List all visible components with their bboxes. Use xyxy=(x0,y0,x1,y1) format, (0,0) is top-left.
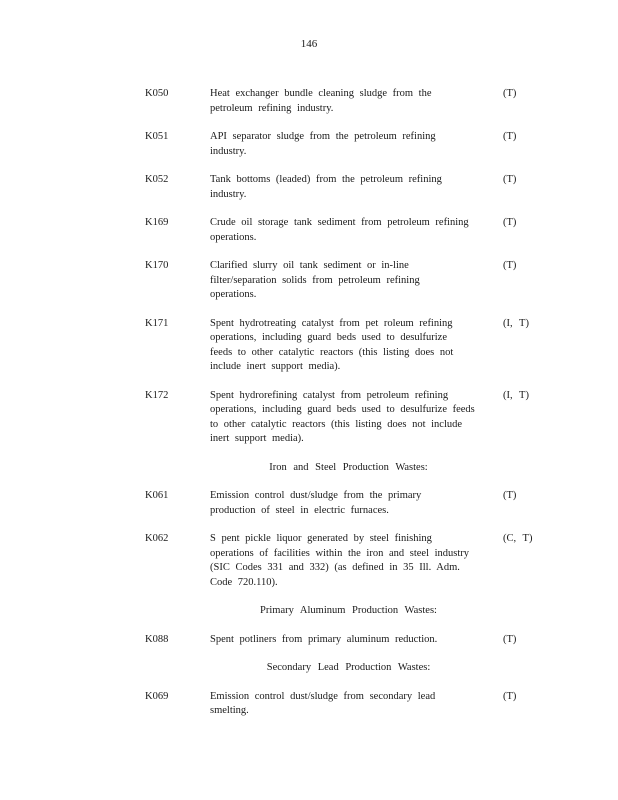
waste-entry-k050 xyxy=(0,87,618,116)
waste-code: K172 xyxy=(145,389,169,401)
waste-code: K171 xyxy=(145,317,169,329)
waste-entry-k169 xyxy=(0,216,618,245)
waste-code: K061 xyxy=(145,490,169,501)
waste-description: Spent hydrorefining catalyst from petroleum refining operations, including guard beds used to desulfurize feeds to other catalytic reactors (this listing does not include inert support media). xyxy=(210,389,475,444)
waste-description: Clarified slurry oil tank sediment or in-line filter/separation solids from petroleum refining operations. xyxy=(210,260,420,300)
section-heading-secondary-lead: Secondary Lead Production Wastes: xyxy=(266,662,431,673)
waste-code: K051 xyxy=(145,131,169,142)
waste-description: Emission control dust/sludge from secondary lead smelting. xyxy=(210,690,436,716)
waste-code: K052 xyxy=(145,174,169,185)
waste-entry-k052 xyxy=(0,173,618,202)
waste-entry-k170 xyxy=(0,259,618,303)
hazard-code: (T) xyxy=(503,260,517,271)
waste-code: K170 xyxy=(145,260,169,271)
page-number: 146 xyxy=(300,38,318,50)
waste-entry-k051 xyxy=(0,130,618,159)
section-heading-primary-aluminum: Primary Aluminum Production Wastes: xyxy=(260,605,437,616)
waste-entry-k062 xyxy=(0,532,618,590)
hazard-code: (I, T) xyxy=(503,389,529,401)
hazard-code: (T) xyxy=(503,131,517,142)
section-heading-iron-steel: Iron and Steel Production Wastes: xyxy=(269,461,428,473)
waste-description: Spent hydrotreating catalyst from pet roleum refining operations, including guard beds used to desulfurize feeds to other catalytic reactors (this listing does not include inert support media). xyxy=(210,317,454,372)
hazard-code: (T) xyxy=(503,174,517,185)
waste-code: K088 xyxy=(145,633,169,645)
waste-description: Tank bottoms (leaded) from the petroleum refining industry. xyxy=(210,174,442,200)
waste-description: S pent pickle liquor generated by steel finishing operations of facilities within the iron and steel industry (SIC Codes 331 and 332) (as defined in 35 Ill. Adm. Code 720.110). xyxy=(210,533,470,588)
waste-description: Heat exchanger bundle cleaning sludge from the petroleum refining industry. xyxy=(210,88,432,114)
waste-entry-k061 xyxy=(0,489,618,518)
waste-code: K050 xyxy=(145,88,169,99)
waste-description: Spent potliners from primary aluminum reduction. xyxy=(210,633,438,645)
hazard-code: (T) xyxy=(503,490,517,501)
hazard-code: (C, T) xyxy=(503,533,533,544)
waste-entry-k172 xyxy=(0,389,618,447)
waste-entry-k069 xyxy=(0,690,618,719)
waste-entry-k171 xyxy=(0,317,618,375)
waste-listing xyxy=(0,87,618,733)
waste-code: K169 xyxy=(145,217,169,228)
waste-description: Emission control dust/sludge from the primary production of steel in electric furnaces. xyxy=(210,490,422,516)
waste-code: K069 xyxy=(145,690,169,702)
hazard-code: (T) xyxy=(503,690,517,702)
waste-description: API separator sludge from the petroleum refining industry. xyxy=(210,131,436,157)
waste-entry-k088 xyxy=(0,633,618,648)
waste-description: Crude oil storage tank sediment from petroleum refining operations. xyxy=(210,217,469,243)
hazard-code: (T) xyxy=(503,633,517,645)
hazard-code: (T) xyxy=(503,88,517,99)
hazard-code: (T) xyxy=(503,217,517,228)
hazard-code: (I, T) xyxy=(503,317,529,329)
waste-code: K062 xyxy=(145,533,169,544)
